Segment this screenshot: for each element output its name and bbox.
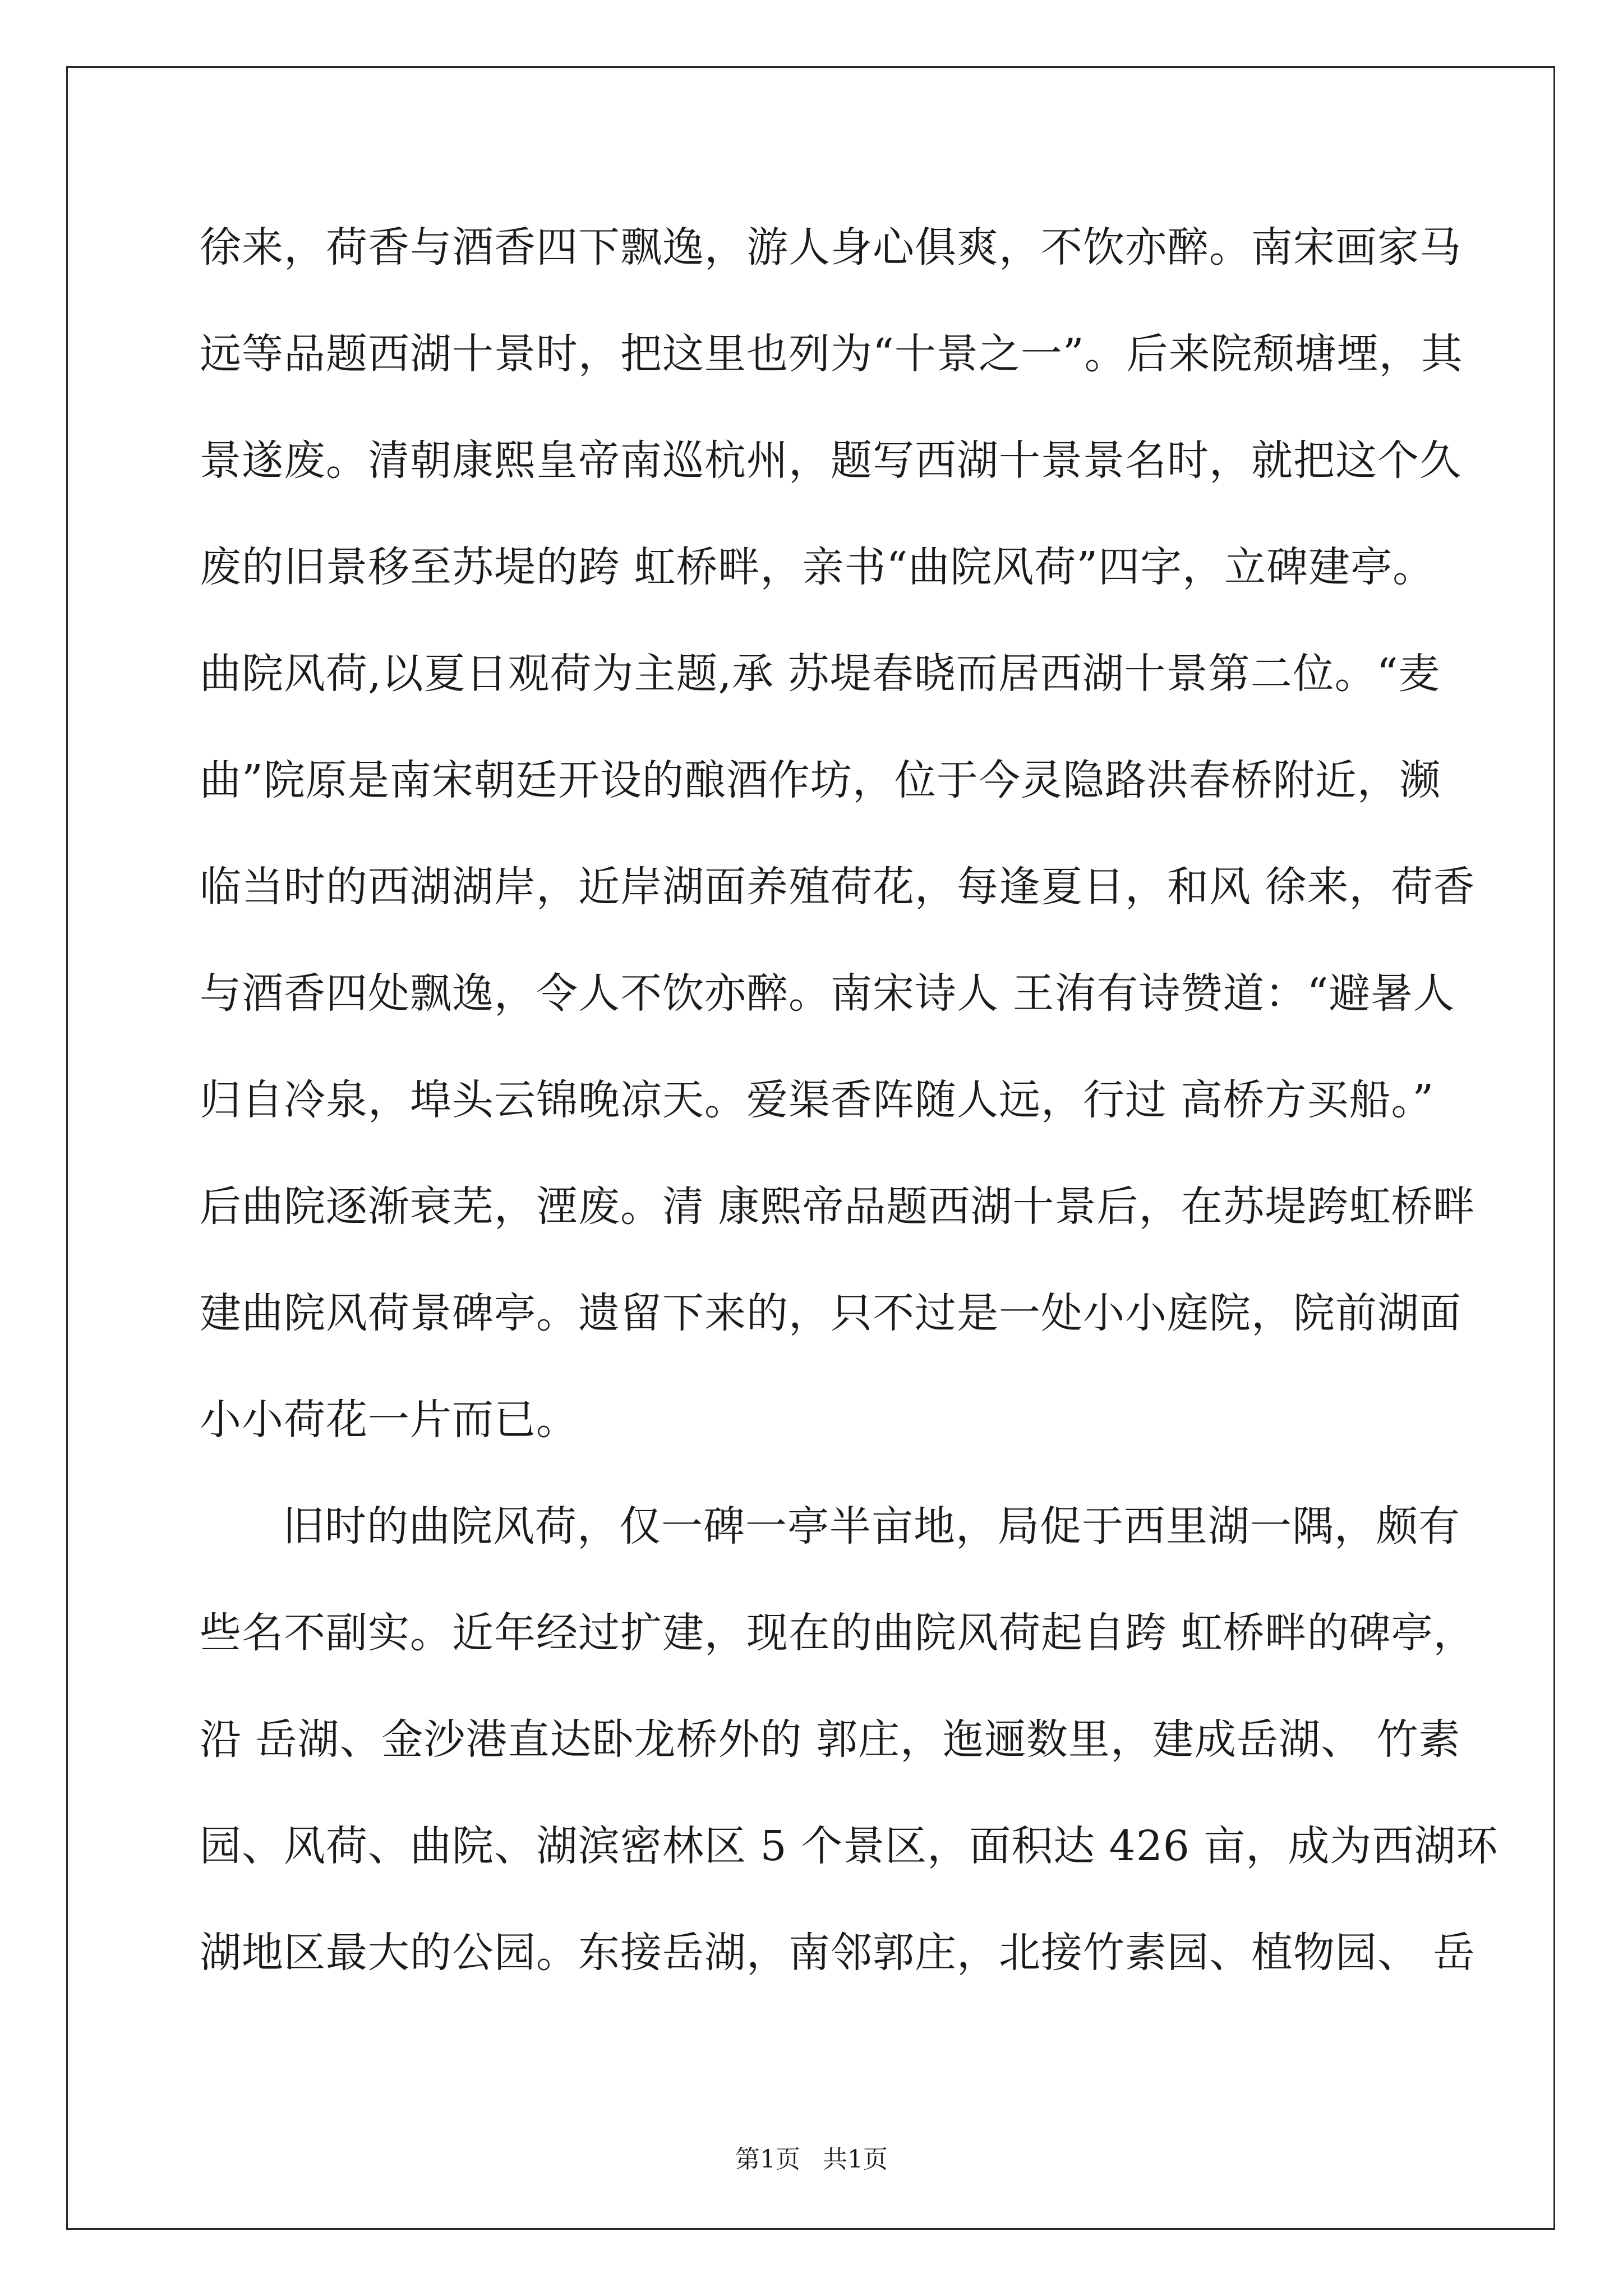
body-line: 园、风荷、曲院、湖滨密林区 5 个景区，面积达 426 亩，成为西湖环 xyxy=(200,1822,1498,1870)
paragraph-start-line: 旧时的曲院风荷，仅一碑一亭半亩地，局促于西里湖一隅，颇有 xyxy=(283,1502,1460,1550)
page-total: 共1页 xyxy=(823,2145,888,2174)
body-line: 小小荷花一片而已。 xyxy=(200,1396,578,1444)
page-footer xyxy=(0,2144,1623,2175)
body-line: 建曲院风荷景碑亭。遗留下来的，只不过是一处小小庭院，院前湖面 xyxy=(200,1289,1461,1337)
body-line: 归自冷泉，埠头云锦晚凉天。爱渠香阵随人远，行过 高桥方买船。” xyxy=(200,1076,1435,1124)
body-line: 临当时的西湖湖岸，近岸湖面养殖荷花，每逢夏日，和风 徐来，荷香 xyxy=(200,863,1476,911)
body-line: 曲院风荷,以夏日观荷为主题,承 苏堤春晓而居西湖十景第二位。“麦 xyxy=(200,650,1441,698)
body-line: 徐来，荷香与酒香四下飘逸，游人身心俱爽，不饮亦醉。南宋画家马 xyxy=(200,223,1461,272)
document-body xyxy=(200,217,1498,2028)
body-line: 些名不副实。近年经过扩建，现在的曲院风荷起自跨 虹桥畔的碑亭， xyxy=(200,1609,1476,1657)
page-number: 第1页 xyxy=(735,2145,800,2174)
body-line: 景遂废。清朝康熙皇帝南巡杭州，题写西湖十景景名时，就把这个久 xyxy=(200,436,1461,485)
body-line: 废的旧景移至苏堤的跨 虹桥畔，亲书“曲院风荷”四字，立碑建亭。 xyxy=(200,543,1435,591)
body-line: 远等品题西湖十景时，把这里也列为“十景之一”。后来院颓塘堙，其 xyxy=(200,330,1463,378)
body-line: 后曲院逐渐衰芜，湮废。清 康熙帝品题西湖十景后，在苏堤跨虹桥畔 xyxy=(200,1182,1476,1231)
body-line: 湖地区最大的公园。东接岳湖，南邻郭庄，北接竹素园、植物园、 岳 xyxy=(200,1929,1476,1977)
body-line: 与酒香四处飘逸，令人不饮亦醉。南宋诗人 王洧有诗赞道：“避暑人 xyxy=(200,969,1455,1018)
body-line: 沿 岳湖、金沙港直达卧龙桥外的 郭庄，迤逦数里，建成岳湖、 竹素 xyxy=(200,1715,1461,1764)
body-line: 曲”院原是南宋朝廷开设的酿酒作坊，位于今灵隐路洪春桥附近，濒 xyxy=(200,756,1441,804)
